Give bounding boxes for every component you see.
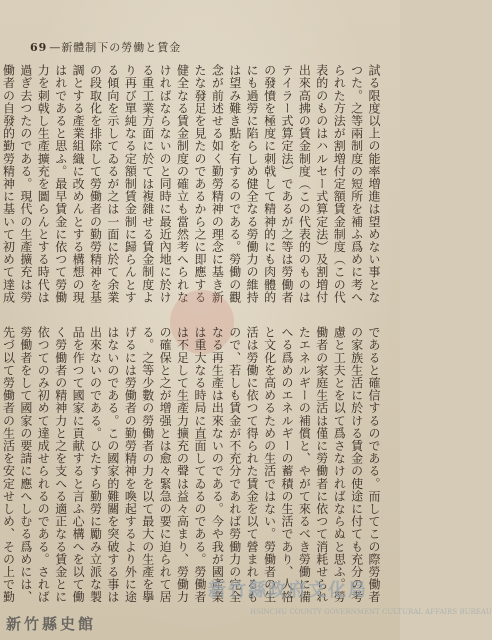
body-text-lower: であると確信するのである。而してこの際勞働者の家族生活に於ける賃金の使途に付ても充分の考慮と工夫とを以て爲さなければならぬと思ふ。勞働者の家庭生活は僅に勞働者に依つて消耗せられたエネルギーの補償と、やがて來るべき勞働に備へる爲めのエネルギーの蓄積の生活であり、人格と文化を高めるための生活ではない。勞働者の生活は勞働に依つて得られた賃金を以て營まれるもので、若しも賃金が不充分であれば勞働力の完全なる再生產は出來ないのである。今や我が國產業は重大なる時局に直面してゐるのである。勞働者は不足して生產力擴充の聲は益々高まり、勞働力の確保と之が增强とは愈々緊急の要に迫られて居る。之等少數の勞働者の力を以て最大の生產を擧げるには勞働者の勤勞精神を喚起するより外に途はないのである。この國家的難關を突破する事は出來ないのである。ひたすら勤勞に勵み立派な製品を作つて國家に貢献すると言ふ心構へを以て働く勞働者の精神力と之を支へる適正なる賃金とに依つてのみ初めて達成せられるのである。されば勞働者をして國家の要請に應へしむる爲めには、先づ以て勞働者の生活を安定せしめ、その上で勤 [1, 326, 381, 604]
library-seal: 新竹縣史館 [6, 615, 97, 633]
body-text-upper: 試る限度以上の能率増進は望めない事となつた。之等兩制度の短所を補ふ爲めに考へられた方法が割増付定額賃金制度（この代表的のものはハルセー式算定法）及割増付出來高拂の賃金制度（この代表的のものはテイラー式算定法）であるが之等は勞働者の發憤を極度に刺戟して精神的にも肉體的にも過勞に陷らしめ健全なる勞働力の維持は望み難き點を有するのである。勞働の觀念が前述せる如く勤勞精神の理念に基き新たな發足を見たのであるから之に即應する健全なる賃金制度の確立も當然考へられなければならないのと同時に最近內地に於ける重工業方面に於ては複雜せる賃金制度より再び單純なる定額制賃金制に歸らんとする傾向を示してゐるが之は一面に於て余業の段取化を排除して勞働者の勤勞精神を基調とする產業組織に改めんとする構想の現はれであると思ふ。最早賃金に依つて勞働力を刺戟し生產擴充を圖らんとする時代は過ぎ去つたのである。現代の生產擴充は勞働者の自發的勤勞精神に基いて初めて達成 [1, 64, 381, 304]
running-header [30, 40, 370, 56]
running-title: —新體制下の勞働と賃金 [49, 41, 182, 54]
archive-watermark: 新竹縣政府文化局 [208, 580, 368, 601]
archive-watermark-subtext: HSINCHU COUNTY GOVERNMENT CULTURAL AFFAIRS BUREAU [250, 608, 492, 616]
page-number: 69 [30, 41, 48, 54]
